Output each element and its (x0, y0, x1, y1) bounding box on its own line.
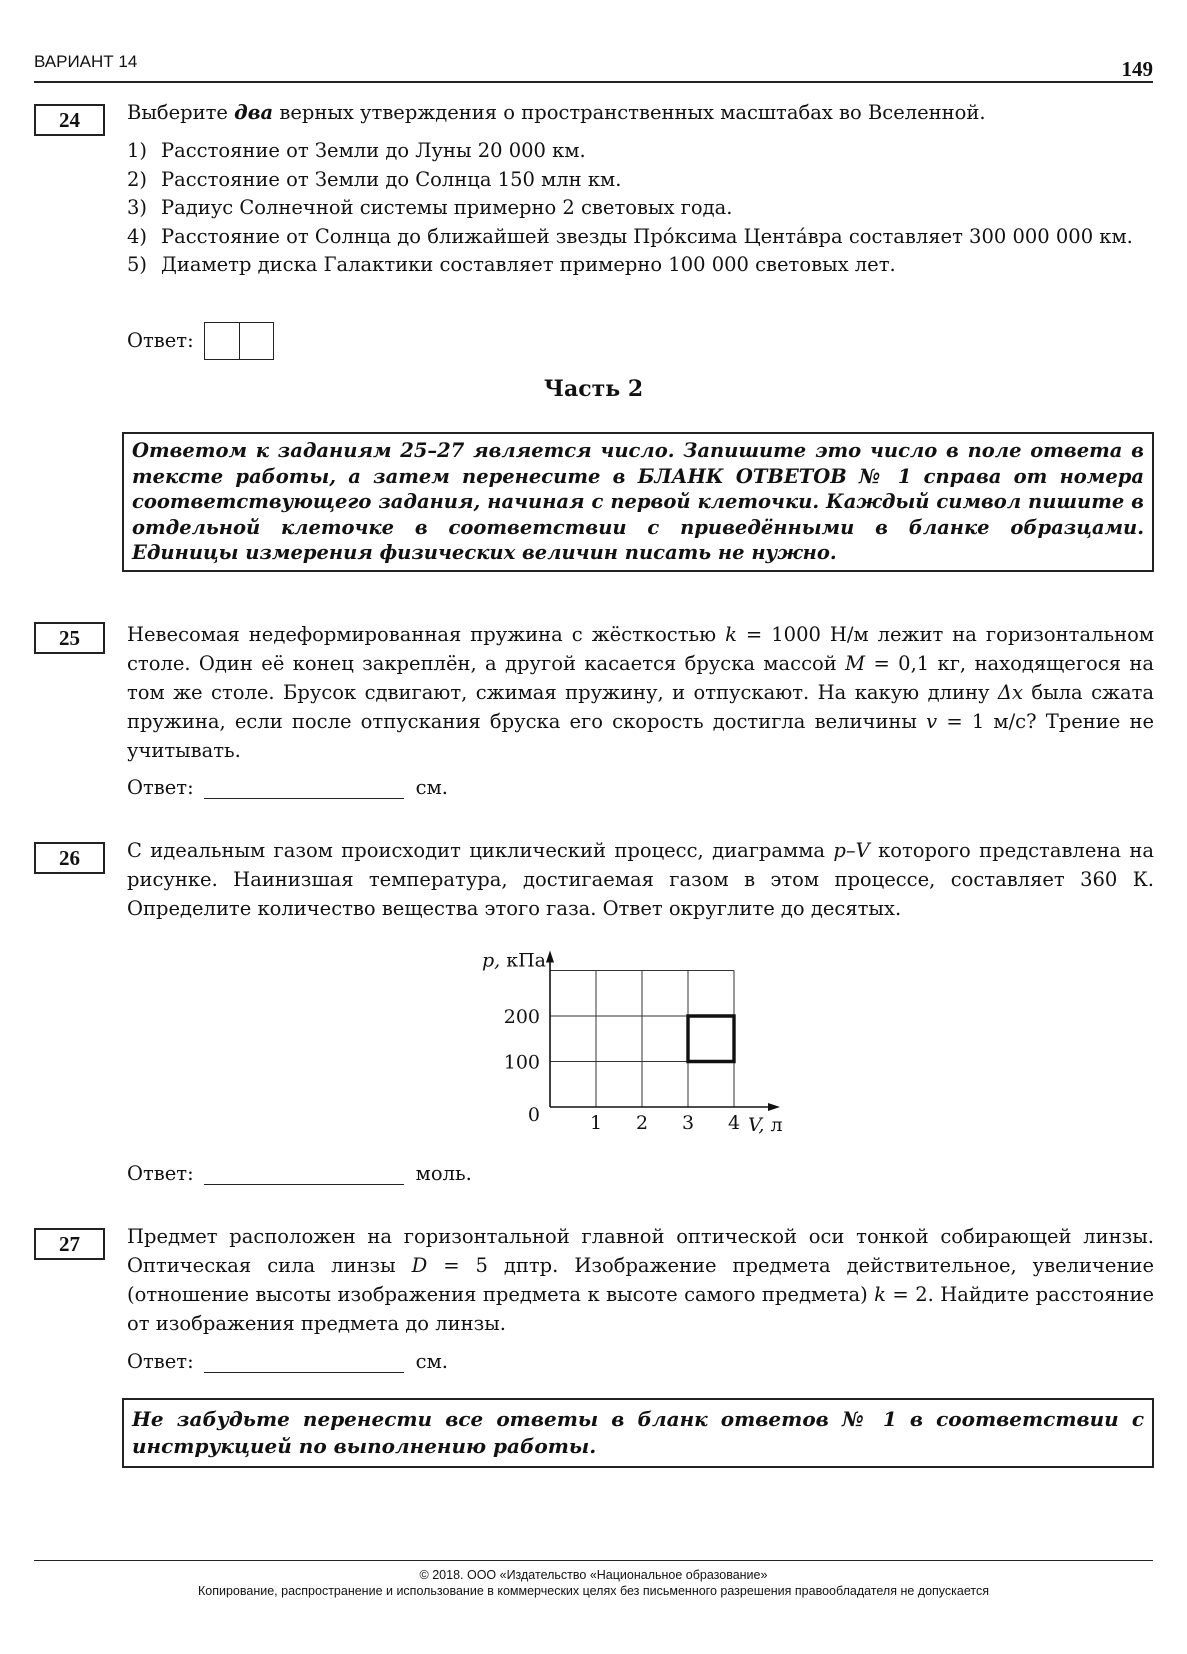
y-axis-title: p, кПа (481, 949, 546, 972)
q26-text-2: которого представлена на рисунке. Наинизшая температура, достигаемая газом в этом процессе, составляет 360 К. Определите количество вещества этого газа. Ответ округлите до десятых. (127, 839, 1154, 920)
q25-stiffness-var: k (725, 623, 737, 646)
q27-text-2: = 5 дптр. Изображение предмета действительное, увеличение (отношение высоты изображения предмета к высоте самого предмета) (127, 1254, 1154, 1306)
q25-mass-var: M (845, 652, 866, 675)
option-text: Радиус Солнечной системы примерно 2 световых года. (161, 196, 733, 219)
origin-label: 0 (527, 1104, 540, 1126)
question-26-answer (127, 1162, 472, 1185)
x-tick-label: 2 (635, 1112, 649, 1134)
pv-diagram (460, 949, 820, 1140)
answer-label: Ответ: (127, 329, 194, 352)
question-24-intro (127, 98, 1154, 127)
instruction-box: Ответом к заданиям 25–27 является число. Запишите это число в поле ответа в тексте работы, а затем перенесите в БЛАНК ОТВЕТОВ № 1 справа от номера соответствующего задания, начиная с первой клеточки. Каждый символ пишите в отдельной клеточке в соответствии с приведёнными в бланке образцами. Единицы измерения физических величин писать не нужно. (122, 432, 1154, 572)
copyright-line: © 2018. ООО «Издательство «Национальное образование» (419, 1568, 768, 1582)
question-27-text (127, 1222, 1154, 1338)
question-24-number: 24 (34, 104, 105, 136)
question-25-number: 25 (34, 622, 105, 654)
pv-diagram-svg (460, 949, 820, 1140)
q27-magnification-var: k (874, 1283, 886, 1306)
answer-cell-1[interactable] (205, 323, 239, 359)
question-25-text (127, 620, 1154, 765)
x-tick-label: 3 (681, 1112, 695, 1134)
y-axis-arrow (546, 951, 554, 963)
q27-power-var: D (411, 1254, 428, 1277)
question-27-answer (127, 1350, 448, 1373)
q25-text-5: = 1 м/с? Трение не учитывать. (127, 710, 1154, 762)
y-tick-label: 200 (503, 1006, 540, 1028)
question-24-options (127, 137, 1154, 280)
q24-intro-before: Выберите (127, 101, 235, 124)
answer-blank[interactable] (204, 778, 404, 799)
answer-label: Ответ: (127, 1162, 194, 1185)
option-text: Расстояние от Земли до Луны 20 000 км. (161, 139, 586, 162)
question-25-answer (127, 776, 448, 799)
option-text: Диаметр диска Галактики составляет примерно 100 000 световых лет. (161, 253, 896, 276)
option-text: Расстояние от Земли до Солнца 150 млн км. (161, 167, 622, 191)
option-row (127, 223, 1154, 252)
x-axis-arrow (768, 1103, 780, 1111)
page-number: 149 (1121, 57, 1153, 81)
part-2-title: Часть 2 (543, 376, 644, 402)
q25-text-2: = 1000 Н/м лежит на горизонтальном столе. Один её конец закреплён, а другой касается бруска массой (127, 623, 1154, 675)
option-number: 1) (127, 139, 148, 162)
x-tick-label: 1 (589, 1112, 603, 1134)
cycle-path (688, 1016, 734, 1062)
option-text: Расстояние от Солнца до ближайшей звезды Про́ксима Цента́вра составляет 300 000 000 км. (161, 224, 1133, 248)
x-axis-title: V, л (748, 1114, 783, 1136)
reminder-box: Не забудьте перенести все ответы в бланк ответов № 1 в соответствии с инструкцией по выполнению работы. (122, 1398, 1154, 1468)
option-number: 4) (127, 224, 148, 248)
y-tick-label: 100 (503, 1051, 540, 1074)
option-number: 3) (127, 196, 148, 219)
answer-unit: моль. (415, 1162, 472, 1185)
q24-intro-emphasis: два (234, 101, 274, 124)
q25-text-3: = 0,1 кг, находящегося на том же столе. Брусок сдвигают, сжимая пружину, и отпускают. На какую длину (127, 652, 1154, 704)
q24-intro-after: верных утверждения о пространственных масштабах во Вселенной. (273, 101, 986, 124)
x-tick-label: 4 (727, 1112, 741, 1134)
question-26-text (127, 836, 1154, 923)
q25-dx-var: Δx (997, 681, 1023, 704)
question-24-answer (127, 322, 274, 360)
answer-cell-2[interactable] (239, 323, 273, 359)
option-row (127, 137, 1154, 166)
option-row (127, 194, 1154, 223)
q26-text-1: С идеальным газом происходит циклический процесс, диаграмма (127, 839, 834, 862)
answer-blank[interactable] (204, 1164, 404, 1185)
option-number: 2) (127, 167, 148, 191)
answer-blank[interactable] (204, 1352, 404, 1373)
q27-text-3: = 2. Найдите расстояние от изображения предмета до линзы. (127, 1283, 1154, 1335)
q25-text-4: была сжата пружина, если после отпускания бруска его скорость достигла величины (127, 681, 1154, 733)
answer-label: Ответ: (127, 776, 194, 799)
copying-notice: Копирование, распространение и использование в коммерческих целях без письменного разрешения правообладателя не допускается (198, 1584, 989, 1598)
footer-divider (34, 1560, 1153, 1561)
variant-title: ВАРИАНТ 14 (34, 52, 138, 71)
question-27-number: 27 (34, 1228, 105, 1260)
header-divider (34, 81, 1153, 83)
q26-pv-var: p–V (833, 839, 870, 862)
option-row (127, 166, 1154, 195)
answer-label: Ответ: (127, 1350, 194, 1373)
option-row (127, 251, 1154, 280)
answer-unit: см. (415, 1350, 448, 1373)
q25-velocity-var: v (926, 710, 938, 733)
answer-unit: см. (415, 776, 448, 799)
option-number: 5) (127, 253, 148, 276)
question-26-number: 26 (34, 842, 105, 874)
q25-text-1: Невесомая недеформированная пружина с жёсткостью (127, 623, 726, 646)
answer-cells[interactable] (204, 322, 274, 360)
q27-text-1: Предмет расположен на горизонтальной главной оптической оси тонкой собирающей линзы. Оптическая сила линзы (127, 1225, 1154, 1277)
